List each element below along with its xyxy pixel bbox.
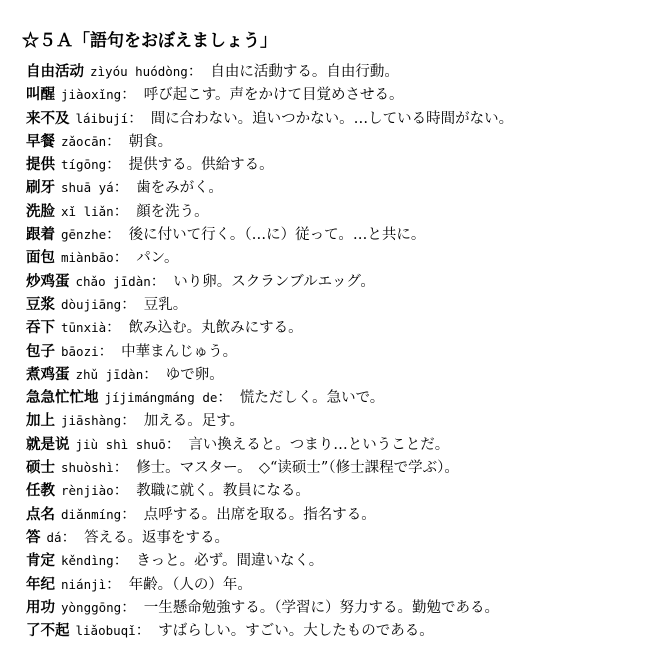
entry-meaning: 教職に就く。教員になる。 <box>136 483 310 500</box>
entry-separator: ： <box>106 576 121 593</box>
entry-separator: ： <box>113 180 129 197</box>
entry-separator: ： <box>187 64 203 80</box>
entry-separator: ： <box>143 366 158 383</box>
entry-pinyin: shuā yá <box>61 180 114 196</box>
vocabulary-entry <box>26 619 666 642</box>
entry-word: 答 <box>26 528 41 546</box>
entry-pinyin: tígōng <box>61 157 107 173</box>
entry-word: 吞下 <box>26 319 55 337</box>
entry-word: 自由活动 <box>26 63 84 80</box>
entry-separator: ： <box>165 436 181 453</box>
entry-word: 包子 <box>26 342 55 360</box>
entry-word: 了不起 <box>26 622 70 640</box>
entry-pinyin: jiù shì shuō <box>75 436 166 452</box>
entry-separator: ： <box>121 296 136 313</box>
entry-meaning: 加える。足す。 <box>143 413 245 430</box>
entry-meaning: 年齢。（人の）年。 <box>128 576 252 593</box>
vocabulary-entry <box>26 596 666 619</box>
entry-meaning: 顔を洗う。 <box>136 203 209 220</box>
entry-pinyin: xǐ liǎn <box>61 203 114 219</box>
entry-pinyin: jiāshàng <box>61 413 122 429</box>
vocabulary-entry <box>26 107 666 130</box>
entry-pinyin: gēnzhe <box>61 227 107 243</box>
entry-word: 年纪 <box>26 575 55 593</box>
vocabulary-entry <box>26 503 666 526</box>
entry-word: 洗脸 <box>26 202 55 220</box>
entry-meaning: 呼び起こす。声をかけて目覚めさせる。 <box>143 87 404 104</box>
entry-pinyin: kěndìng <box>61 553 114 569</box>
entry-pinyin: chǎo jīdàn <box>75 273 151 289</box>
entry-separator: ： <box>113 250 129 267</box>
entry-separator: ： <box>106 227 121 244</box>
entry-pinyin: dòujiāng <box>61 296 122 312</box>
entry-meaning: 一生懸命勉強する。（学習に）努力する。勤勉である。 <box>143 599 499 616</box>
entry-separator: ： <box>98 343 114 360</box>
entry-meaning: パン。 <box>136 250 179 267</box>
vocabulary-entry <box>26 83 666 106</box>
vocabulary-entry <box>26 433 666 456</box>
vocabulary-entry <box>26 340 666 363</box>
entry-meaning: すばらしい。すごい。大したものである。 <box>158 623 434 640</box>
entry-separator: ： <box>113 203 129 220</box>
entry-separator: ： <box>106 320 121 337</box>
vocabulary-entry <box>26 549 666 572</box>
entry-separator: ： <box>121 413 136 430</box>
entry-word: 任教 <box>26 482 55 500</box>
entry-word: 就是说 <box>26 435 70 453</box>
entry-word: 加上 <box>26 412 55 430</box>
entry-pinyin: niánjì <box>61 576 107 592</box>
entry-meaning: 自由に活動する。自由行動。 <box>210 64 399 80</box>
entry-pinyin: miànbāo <box>61 250 114 266</box>
entry-word: 面包 <box>26 249 55 267</box>
entry-meaning: ゆで卵。 <box>165 366 224 383</box>
entry-meaning: 後に付いて行く。（…に）従って。…と共に。 <box>128 227 426 244</box>
vocabulary-entry <box>26 456 666 479</box>
entry-pinyin: láibují <box>75 110 129 126</box>
entry-pinyin: zìyóu huódòng <box>90 64 188 79</box>
entry-meaning: 間に合わない。追いつかない。…している時間がない。 <box>150 110 514 127</box>
vocabulary-entry <box>26 223 666 246</box>
entry-word: 急急忙忙地 <box>26 389 99 407</box>
entry-separator: ： <box>121 599 136 616</box>
entry-separator: ： <box>113 460 129 477</box>
vocabulary-entry <box>26 176 666 199</box>
entry-separator: ： <box>106 157 121 174</box>
entry-pinyin: diǎnmíng <box>61 506 122 522</box>
entry-pinyin: liǎobuqǐ <box>75 623 136 639</box>
vocabulary-entry <box>26 526 666 549</box>
entry-meaning: 答える。返事をする。 <box>84 529 230 546</box>
entry-separator: ： <box>113 483 129 500</box>
vocabulary-entry <box>26 246 666 269</box>
entry-separator: ： <box>113 553 129 570</box>
entry-word: 提供 <box>26 156 55 174</box>
entry-word: 用功 <box>26 598 55 616</box>
entry-word: 肯定 <box>26 552 55 570</box>
entry-meaning: いり卵。スクランブルエッグ。 <box>173 273 375 290</box>
entry-separator: ： <box>135 623 151 640</box>
entry-word: 硕士 <box>26 459 55 477</box>
entry-separator: ： <box>106 133 121 150</box>
entry-meaning: 中華まんじゅう。 <box>121 343 238 360</box>
entry-word: 跟着 <box>26 226 55 244</box>
entry-meaning: 飲み込む。丸飲みにする。 <box>128 320 303 337</box>
vocabulary-entry <box>26 293 666 316</box>
entry-separator: ： <box>150 273 166 290</box>
entry-meaning: 歯をみがく。 <box>136 180 223 197</box>
page-title: ☆５Ａ「語句をおぼえましょう」 <box>22 31 277 51</box>
entry-separator: ： <box>121 506 136 523</box>
entry-pinyin: zǎocān <box>61 133 107 149</box>
vocabulary-entry <box>26 363 666 386</box>
vocabulary-entry <box>26 200 666 223</box>
entry-separator: ： <box>128 110 143 127</box>
vocabulary-entry <box>26 130 666 153</box>
entry-meaning: きっと。必ず。間違いなく。 <box>136 553 324 570</box>
entry-meaning: 修士。マスター。 ◇“读硕士”（修士課程で学ぶ）。 <box>136 460 459 477</box>
entry-word: 来不及 <box>26 109 70 127</box>
entry-separator: ： <box>121 87 136 104</box>
entry-pinyin: yònggōng <box>61 599 122 615</box>
entry-word: 点名 <box>26 505 55 523</box>
entry-word: 刷牙 <box>26 179 55 197</box>
entry-word: 早餐 <box>26 132 55 150</box>
entry-separator: ： <box>217 390 232 407</box>
vocabulary-entry <box>26 409 666 432</box>
entry-pinyin: rènjiào <box>61 483 114 499</box>
entry-meaning: 点呼する。出席を取る。指名する。 <box>143 506 376 523</box>
entry-word: 煮鸡蛋 <box>26 365 70 383</box>
entry-pinyin: jíjimángmáng de <box>104 390 218 406</box>
entry-pinyin: tūnxià <box>61 320 107 336</box>
entry-meaning: 慌ただしく。急いで。 <box>239 390 385 407</box>
vocabulary-entry <box>26 386 666 409</box>
entry-meaning: 提供する。供給する。 <box>128 157 274 174</box>
vocabulary-entry <box>26 573 666 596</box>
vocabulary-entry <box>26 270 666 293</box>
entry-word: 炒鸡蛋 <box>26 272 70 290</box>
entry-word: 豆浆 <box>26 295 55 313</box>
entry-pinyin: shuòshì <box>61 460 114 476</box>
entry-word: 叫醒 <box>26 86 55 104</box>
entry-pinyin: dá <box>46 529 62 545</box>
vocabulary-entry <box>26 316 666 339</box>
entry-pinyin: jiàoxǐng <box>61 87 122 103</box>
entry-separator: ： <box>61 529 77 546</box>
vocabulary-list <box>26 60 666 642</box>
entry-meaning: 言い換えると。つまり…ということだ。 <box>188 436 450 453</box>
entry-meaning: 豆乳。 <box>143 296 188 313</box>
entry-pinyin: zhǔ jīdàn <box>75 366 144 382</box>
vocabulary-entry <box>26 60 666 83</box>
entry-meaning: 朝食。 <box>128 133 173 150</box>
entry-pinyin: bāozi <box>61 343 99 359</box>
vocabulary-entry <box>26 153 666 176</box>
vocabulary-entry <box>26 479 666 502</box>
